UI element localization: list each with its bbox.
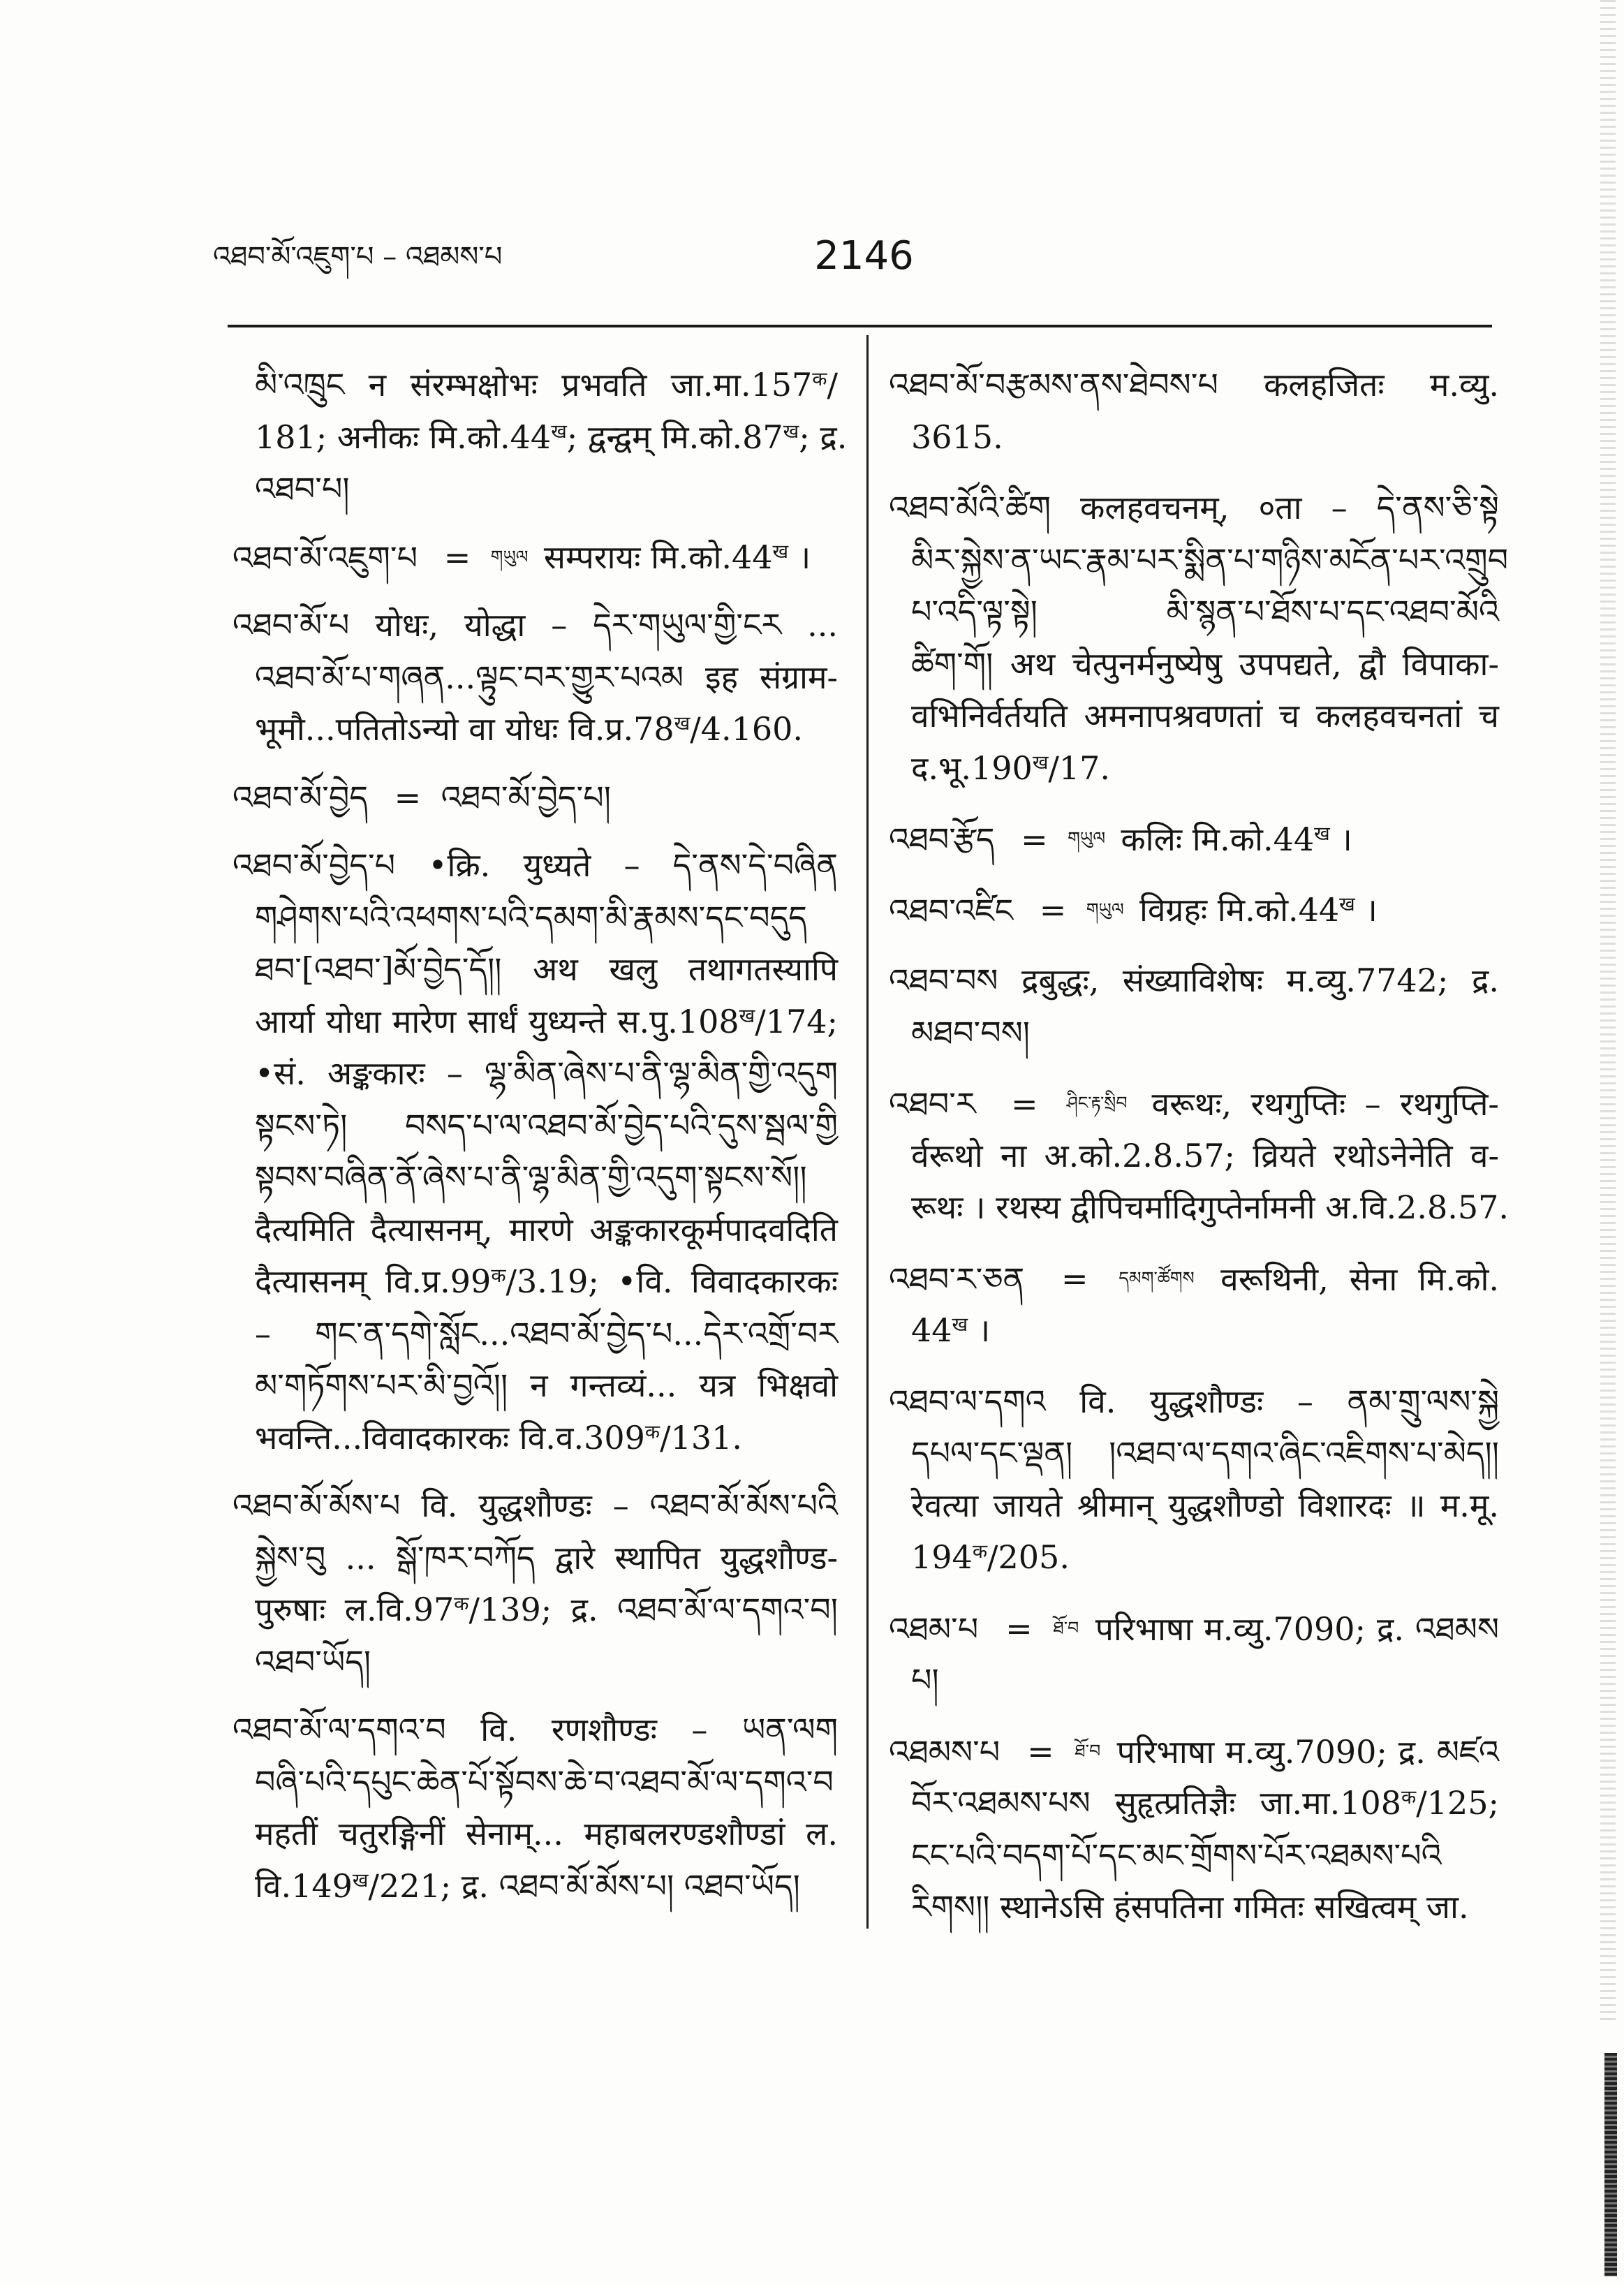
- dictionary-entry: [889, 884, 1499, 936]
- entry-line: ཐབ་[འཐབ་]མོ་བྱེད་དོ།། अथ खलु तथागतस्यापि: [255, 950, 838, 988]
- entry-first-line: [232, 599, 838, 651]
- equivalent-tag: ཐོ་བ: [1075, 1740, 1101, 1761]
- definition-text: वि. रणशौण्डः – ཡན་ལག: [480, 1711, 838, 1748]
- dictionary-entry: [889, 1725, 1499, 1933]
- dictionary-entry: [889, 482, 1509, 794]
- dictionary-entry: [889, 1253, 1499, 1357]
- dictionary-entry: [232, 531, 838, 584]
- entry-line: रेवत्या जायते श्रीमान् युद्धशौण्डो विशारदः ॥ म.मू.: [911, 1486, 1499, 1524]
- entry-line: སྟབས་བཞིན་ནོ་ཞེས་པ་ནི་ལྷ་མིན་གྱི་འདུག་སྟངས་སོ།།: [255, 1158, 807, 1196]
- headword: འཐམ་པ: [889, 1609, 979, 1648]
- entry-line: भवन्ति...विवादकारकः $वि.व.309^क/131$.: [255, 1418, 743, 1457]
- definition-text: परिभाषा म.व्यु.7090; द्र. མཛའ: [1116, 1732, 1500, 1771]
- equals-sign: =: [1039, 891, 1067, 929]
- headword: འཐབ་མོའི་ཚིག: [889, 489, 1051, 526]
- dictionary-entry: [889, 955, 1499, 1059]
- entry-first-line: [232, 839, 838, 892]
- definition-text: कलहजितः म.व्यु.: [1264, 366, 1499, 404]
- definition-text: वरूथः, रथगुप्तिः – रथगुप्ति-: [1151, 1084, 1499, 1123]
- header-rule: [228, 325, 1492, 327]
- definition-text: कलिः $मि.को.44^ख$ ।: [1121, 820, 1352, 858]
- definition-text: विग्रहः $मि.को.44^ख$ ।: [1139, 891, 1378, 929]
- entry-line: དཔལ་དང་ལྡན། །འཐབ་ལ་དགའ་ཞིང་འཇིགས་པ་མེད།།: [911, 1434, 1499, 1472]
- entry-first-line: [232, 772, 838, 824]
- folio-side: ख: [739, 1003, 755, 1027]
- folio-side: ख: [551, 419, 567, 443]
- dictionary-entry: [232, 772, 838, 824]
- headword: འཐབ་མོ་བརྩམས་ནས་ཐེབས་པ: [889, 366, 1218, 404]
- entry-line: दैत्यासनम् $वि.प्र.99^क/3.19$; •वि. विवादकारकः: [255, 1262, 838, 1300]
- folio-side: ख: [674, 711, 691, 735]
- definition-text: कलहवचनम्, ०ता – དེ་ནས་ཅི་སྟེ: [1080, 489, 1499, 526]
- equals-sign: =: [1027, 1732, 1054, 1771]
- entry-first-line: [889, 1253, 1499, 1305]
- folio-side: क: [972, 1539, 988, 1563]
- entry-line: महतीं चतुरङ्गिनीं सेनाम्... महाबलरण्डशौण्डां ल.: [255, 1815, 838, 1852]
- folio-side: ख: [783, 419, 799, 443]
- entry-first-line: [889, 359, 1499, 411]
- headword: འཐབ་བས: [889, 962, 998, 999]
- headword: འཐབ་མོ་པ: [232, 606, 350, 644]
- entry-first-line: [889, 884, 1499, 936]
- entry-first-line: [889, 1725, 1499, 1778]
- entry-line: ཚིག་གོ། अथ चेत्पुनर्मनुष्येषु उपपद्यते, द्वौ विपाका-: [911, 644, 1499, 683]
- equals-sign: =: [1061, 1260, 1088, 1298]
- entry-line: – གང་ན་དགེ་སློང...འཐབ་མོ་བྱེད་པ...དེར་འགྲོ་བར: [255, 1314, 838, 1353]
- entry-line: སྐྱེས་བུ ... སྒོ་ཁར་བཀོད द्वारे स्थापित युद्धशौण्ड-: [255, 1538, 838, 1577]
- folio-side: क: [644, 1420, 660, 1443]
- definition-text: सम्परायः $मि.को.44^ख$ ।: [543, 538, 811, 577]
- entry-line: पुरुषाः $ल.वि.97^क/139$; द्र. འཐབ་མོ་ལ་དགའ་བ།: [255, 1591, 838, 1628]
- equals-sign: =: [1010, 1084, 1038, 1123]
- equivalent-tag: ཐོ་བ: [1053, 1617, 1079, 1638]
- entry-line: र्वरूथो ना अ.को.2.8.57; व्रियते रथोऽनेनेति व-: [911, 1136, 1499, 1174]
- headword: འཐབ་མོ་མོས་པ: [232, 1487, 401, 1524]
- entry-line: བཞི་པའི་དཔུང་ཆེན་པོ་སྟོབས་ཆེ་བ་འཐབ་མོ་ལ་དགའ་བ: [255, 1762, 834, 1801]
- dictionary-entry: [889, 1077, 1509, 1234]
- folio-side: ख: [352, 1868, 369, 1892]
- definition-text: द्रबुद्धः, संख्याविशेषः म.व्यु.7742; द्र.: [1021, 962, 1499, 999]
- scan-edge-noise: [1600, 0, 1616, 2025]
- folio-side: क: [491, 1263, 506, 1287]
- entry-first-line: [889, 1077, 1499, 1130]
- page-number: 2146: [814, 233, 914, 279]
- entry-line: आर्या योधा मारेण सार्धं युध्यन्ते $स.पु.108^ख/174$;: [255, 1002, 838, 1040]
- headword: འཐབ་ལ་དགའ: [889, 1382, 1046, 1420]
- entry-line: མ་གཏོགས་པར་མི་བྱའོ།། न गन्तव्यं... यत्र भिक्षवो: [255, 1366, 838, 1404]
- equivalent-tag: གཡུལ: [490, 546, 529, 567]
- entry-line: रूथः । रथस्य द्वीपिचर्मादिगुप्तेर्नामनी अ.वि.2.8.57.: [911, 1188, 1509, 1226]
- folio-side: ख: [1314, 821, 1330, 845]
- entry-line: $द.भू.190^ख/17$.: [911, 749, 1111, 787]
- dictionary-entry: [889, 813, 1499, 865]
- headword: འཐབ་མོ་བྱེད: [232, 778, 368, 816]
- entry-line: ངང་པའི་བདག་པོ་དང་མང་གྲོགས་པོར་འཐམས་པའི: [911, 1836, 1442, 1874]
- entry-line: 3615.: [911, 418, 1003, 456]
- equivalent-tag: དམག་ཚོགས: [1119, 1267, 1195, 1288]
- folio-side: ख: [1339, 892, 1355, 916]
- dictionary-entry: [232, 1480, 838, 1688]
- equivalent-tag: གཡུལ: [1068, 828, 1106, 848]
- dictionary-entry: [232, 359, 848, 515]
- folio-side: ख: [772, 540, 789, 563]
- entry-line: པ་འདི་ལྟ་སྟེ། མི་སྙན་པ་ཐོས་པ་དང་འཐབ་མོའི: [911, 593, 1499, 631]
- definition-text: वि. युद्धशौण्डः – ནམ་གྲུ་ལས་སྐྱེ: [1079, 1382, 1499, 1420]
- entry-line: 181; अनीकः $मि.को.44^ख$; द्वन्द्वम् $मि.को.87^ख$; द्र.: [255, 418, 848, 456]
- entry-line: བོར་འཐམས་པས सुहृत्प्रतिज्ञैः $जा.मा.108^क/125$;: [911, 1784, 1499, 1822]
- headword: འཐབ་མོ་བྱེད་པ: [232, 846, 396, 884]
- entry-first-line: [889, 813, 1499, 865]
- entry-first-line: [232, 531, 838, 584]
- entry-line: རིགས།། स्थानेऽसि हंसपतिना गमितः सखित्वम् जा.: [911, 1888, 1469, 1926]
- entry-line: $44^ख$ ।: [911, 1311, 991, 1349]
- folio-side: ख: [1032, 750, 1049, 774]
- definition-text: वरूथिनी, सेना मि.को.: [1220, 1260, 1500, 1298]
- dictionary-entry: [232, 1704, 838, 1912]
- entry-first-line: [232, 1480, 838, 1532]
- entry-line: $194^क/205$.: [911, 1538, 1070, 1576]
- right-column: [889, 359, 1509, 1933]
- entry-line: མི་འཁྲུང न संरम्भक्षोभः प्रभवति $जा.मा.157^क/$: [255, 366, 838, 404]
- definition-text: परिभाषा म.व्यु.7090; द्र. འཐམས: [1095, 1609, 1500, 1648]
- headword: འཐབ་མོ་ལ་དགའ་བ: [232, 1711, 446, 1748]
- definition-text: •क्रि. युध्यते – དེ་ནས་དེ་བཞིན: [428, 846, 839, 884]
- entry-first-line: [889, 1603, 1499, 1655]
- column-divider: [866, 335, 869, 1929]
- headword: འཐབ་འཛིང: [889, 891, 1014, 929]
- entry-line: འཐབ་པ།: [255, 470, 350, 508]
- equals-sign: =: [1005, 1609, 1033, 1648]
- running-head: འཐབ་མོ་འཇུག་པ – འཐམས་པ: [213, 241, 503, 273]
- folio-side: क: [812, 367, 827, 390]
- definition-text: योधः, योद्धा – དེར་གཡུལ་གྱི་ངར ...: [375, 606, 839, 644]
- headword: འཐབ་རྩོད: [889, 820, 995, 858]
- headword: འཐམས་པ: [889, 1732, 1001, 1771]
- equals-sign: =: [443, 538, 471, 577]
- dictionary-entry: [889, 359, 1499, 463]
- definition-text: འཐབ་མོ་བྱེད་པ།: [441, 778, 611, 816]
- dictionary-entry: [232, 599, 838, 756]
- equivalent-tag: གཡུལ: [1086, 899, 1124, 920]
- entry-first-line: [889, 482, 1499, 534]
- equivalent-tag: ཤིང་རྟ་སྲིབ: [1066, 1093, 1128, 1113]
- entry-first-line: [889, 955, 1499, 1007]
- entry-line: भूमौ...पतितोऽन्यो वा योधः $वि.प्र.78^ख/4.160$.: [255, 710, 804, 748]
- scan-edge-mark: [1604, 2053, 1617, 2276]
- entry-line: $वि.149^ख/221$; द्र. འཐབ་མོ་མོས་པ། འཐབ་ཡོད།: [255, 1866, 800, 1905]
- entry-line: འཐབ་མོ་པ་གཞན...ལྟུང་བར་གྱུར་པའམ इह संग्राम-: [255, 658, 838, 696]
- entry-line: འཐབ་ཡོད།: [255, 1642, 371, 1681]
- entry-line: •सं. अङ्ककारः – ལྷ་མིན་ཞེས་པ་ནི་ལྷ་མིན་གྱི་འདུག: [255, 1054, 838, 1092]
- entry-first-line: [232, 1704, 838, 1756]
- entry-line: མིར་སྐྱེས་ན་ཡང་རྣམ་པར་སྨིན་པ་གཉིས་མངོན་པར་འགྲུབ: [911, 540, 1509, 579]
- entry-line: གཤེགས་པའི་འཕགས་པའི་དམག་མི་རྣམས་དང་བདུད: [255, 898, 807, 936]
- entry-line: མཐབ་བས།: [911, 1013, 1030, 1052]
- entry-first-line: [889, 1376, 1499, 1428]
- entry-line: པ།: [911, 1661, 939, 1699]
- headword: འཐབ་ར: [889, 1084, 976, 1123]
- folio-side: ख: [952, 1312, 968, 1336]
- equals-sign: =: [394, 778, 422, 816]
- dictionary-entry: [232, 839, 838, 1464]
- entry-line: दैत्यमिति दैत्यासनम्, मारणे अङ्ककारकूर्मपादवदिति: [255, 1210, 838, 1248]
- entry-line: སྟངས་ཏེ། བསད་པ་ལ་འཐབ་མོ་བྱེད་པའི་དུས་སྦལ་གྱི: [255, 1106, 838, 1144]
- folio-side: क: [1401, 1785, 1417, 1808]
- left-column: [232, 359, 848, 1912]
- definition-text: वि. युद्धशौण्डः – འཐབ་མོ་མོས་པའི: [421, 1487, 838, 1524]
- dictionary-entry: [889, 1603, 1499, 1707]
- dictionary-entry: [889, 1376, 1499, 1584]
- folio-side: क: [454, 1591, 469, 1615]
- headword: འཐབ་ར་ཅན: [889, 1260, 1025, 1298]
- entry-line: वभिनिर्वर्तयति अमनापश्रवणतां च कलहवचनतां च: [911, 697, 1499, 735]
- headword: འཐབ་མོ་འཇུག་པ: [232, 538, 418, 577]
- equals-sign: =: [1021, 820, 1048, 858]
